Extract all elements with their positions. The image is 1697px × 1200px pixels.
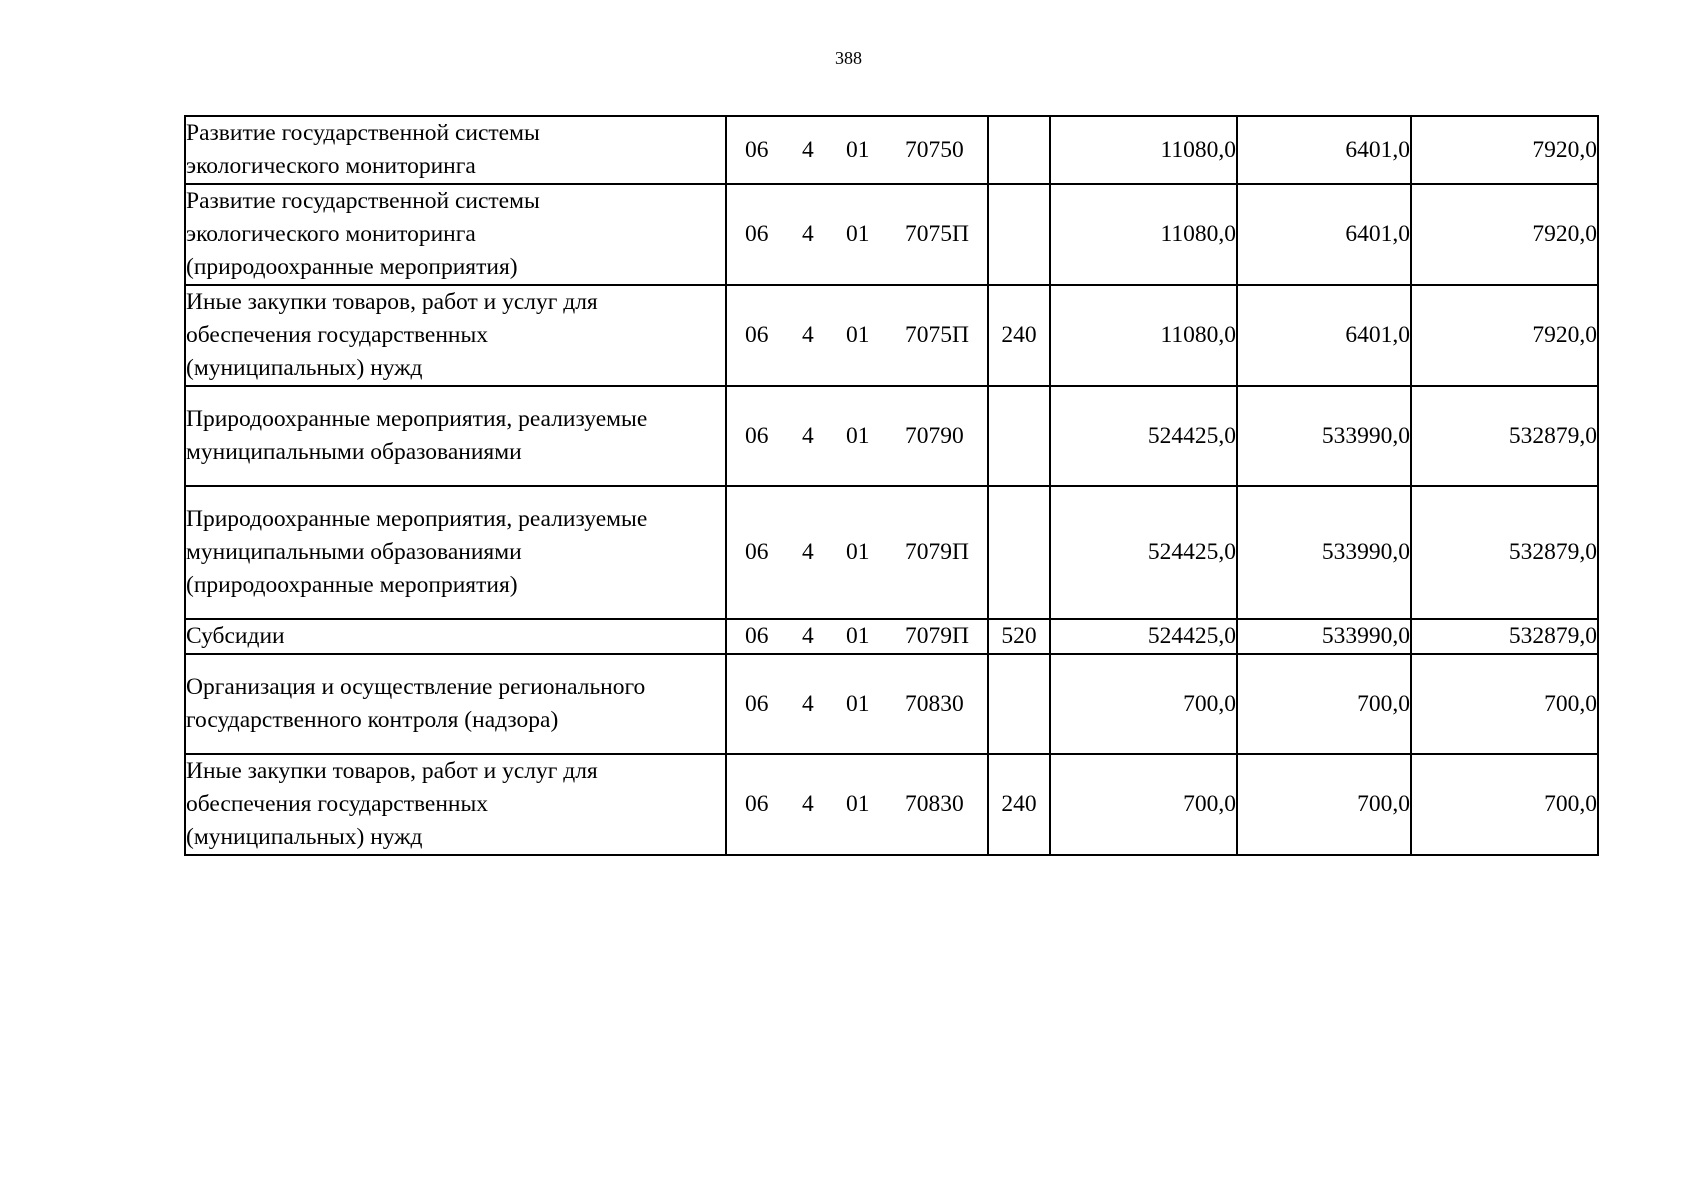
budget-codes (726, 619, 988, 654)
amount-year-1: 700,0 (1050, 754, 1237, 855)
amount-year-3: 7920,0 (1411, 184, 1598, 285)
table-row (185, 285, 1598, 386)
row-name (185, 654, 726, 754)
row-name (185, 486, 726, 619)
target-code: 7075П (905, 221, 969, 247)
table-row (185, 184, 1598, 285)
amount-year-1: 524425,0 (1050, 619, 1237, 654)
expense-type-code: 240 (988, 285, 1050, 386)
amount-year-1: 700,0 (1050, 654, 1237, 754)
name-line: Развитие государственной системы (186, 188, 540, 214)
expense-type-code (988, 486, 1050, 619)
budget-codes (726, 754, 988, 855)
row-name (185, 184, 726, 285)
subprogram-code: 01 (846, 539, 870, 565)
amount-year-3: 532879,0 (1411, 619, 1598, 654)
expense-type-code: 240 (988, 754, 1050, 855)
budget-codes (726, 184, 988, 285)
program-code: 4 (802, 221, 814, 247)
name-line: (природоохранные мероприятия) (186, 572, 518, 598)
ministry-code: 06 (745, 623, 769, 649)
budget-codes (726, 486, 988, 619)
row-name (185, 754, 726, 855)
amount-year-1: 11080,0 (1050, 184, 1237, 285)
target-code: 7075П (905, 322, 969, 348)
table-row (185, 654, 1598, 754)
name-line: обеспечения государственных (186, 322, 489, 348)
target-code: 70830 (905, 690, 964, 717)
amount-year-1: 11080,0 (1050, 285, 1237, 386)
name-line: Развитие государственной системы (186, 120, 540, 146)
amount-year-3: 532879,0 (1411, 486, 1598, 619)
name-line: Иные закупки товаров, работ и услуг для (186, 289, 598, 315)
subprogram-code: 01 (846, 221, 870, 247)
name-line: Иные закупки товаров, работ и услуг для (186, 758, 598, 784)
budget-codes (726, 116, 988, 184)
amount-year-1: 11080,0 (1050, 116, 1237, 184)
amount-year-2: 533990,0 (1237, 386, 1411, 486)
target-code: 7079П (905, 623, 969, 649)
subprogram-code: 01 (846, 690, 870, 717)
amount-year-1: 524425,0 (1050, 386, 1237, 486)
row-name (185, 619, 726, 654)
table-row (185, 486, 1598, 619)
ministry-code: 06 (745, 791, 769, 817)
row-name (185, 116, 726, 184)
program-code: 4 (802, 136, 814, 163)
amount-year-3: 7920,0 (1411, 285, 1598, 386)
program-code: 4 (802, 539, 814, 565)
budget-codes (726, 285, 988, 386)
amount-year-2: 700,0 (1237, 754, 1411, 855)
amount-year-2: 700,0 (1237, 654, 1411, 754)
name-line: Организация и осуществление регионального (186, 674, 646, 700)
target-code: 70790 (905, 422, 964, 449)
amount-year-3: 700,0 (1411, 654, 1598, 754)
ministry-code: 06 (745, 539, 769, 565)
ministry-code: 06 (745, 221, 769, 247)
subprogram-code: 01 (846, 791, 870, 817)
amount-year-2: 533990,0 (1237, 619, 1411, 654)
subprogram-code: 01 (846, 322, 870, 348)
amount-year-2: 533990,0 (1237, 486, 1411, 619)
name-line: обеспечения государственных (186, 791, 489, 817)
amount-year-3: 532879,0 (1411, 386, 1598, 486)
table-row (185, 116, 1598, 184)
amount-year-2: 6401,0 (1237, 116, 1411, 184)
subprogram-code: 01 (846, 422, 870, 449)
target-code: 7079П (905, 539, 969, 565)
expense-type-code (988, 116, 1050, 184)
name-line: экологического мониторинга (186, 221, 476, 247)
expense-type-code (988, 184, 1050, 285)
name-line: государственного контроля (надзора) (186, 707, 559, 733)
target-code: 70830 (905, 791, 964, 817)
amount-year-2: 6401,0 (1237, 285, 1411, 386)
target-code: 70750 (905, 136, 964, 163)
row-name (185, 285, 726, 386)
table-row (185, 386, 1598, 486)
name-line: (муниципальных) нужд (186, 824, 423, 850)
name-line: муниципальными образованиями (186, 439, 522, 465)
name-line: (муниципальных) нужд (186, 355, 423, 381)
expense-type-code: 520 (988, 619, 1050, 654)
name-line: Природоохранные мероприятия, реализуемые (186, 506, 648, 532)
amount-year-1: 524425,0 (1050, 486, 1237, 619)
expense-type-code (988, 386, 1050, 486)
amount-year-3: 700,0 (1411, 754, 1598, 855)
budget-codes (726, 386, 988, 486)
ministry-code: 06 (745, 422, 769, 449)
page-number: 388 (835, 48, 862, 68)
row-name (185, 386, 726, 486)
program-code: 4 (802, 690, 814, 717)
name-line: (природоохранные мероприятия) (186, 254, 518, 280)
subprogram-code: 01 (846, 136, 870, 163)
amount-year-2: 6401,0 (1237, 184, 1411, 285)
name-line: муниципальными образованиями (186, 539, 522, 565)
program-code: 4 (802, 422, 814, 449)
ministry-code: 06 (745, 322, 769, 348)
table-row (185, 754, 1598, 855)
program-code: 4 (802, 623, 814, 649)
name-line: Природоохранные мероприятия, реализуемые (186, 406, 648, 432)
name-line: Субсидии (186, 623, 285, 649)
budget-codes (726, 654, 988, 754)
budget-table (184, 115, 1599, 856)
expense-type-code (988, 654, 1050, 754)
table-row (185, 619, 1598, 654)
amount-year-3: 7920,0 (1411, 116, 1598, 184)
ministry-code: 06 (745, 690, 769, 717)
name-line: экологического мониторинга (186, 153, 476, 179)
program-code: 4 (802, 322, 814, 348)
program-code: 4 (802, 791, 814, 817)
subprogram-code: 01 (846, 623, 870, 649)
ministry-code: 06 (745, 136, 769, 163)
